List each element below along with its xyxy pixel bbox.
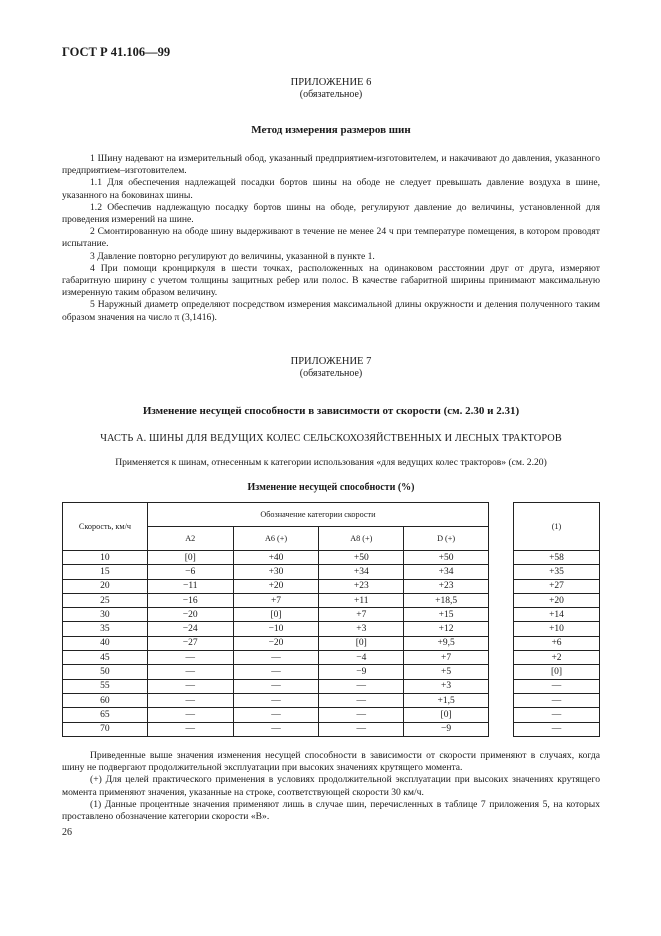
speed-cell: 35 (63, 622, 148, 636)
value-cell: −10 (233, 622, 319, 636)
value-cell: — (233, 651, 319, 665)
value-cell: −27 (147, 636, 233, 650)
speed-cell: 30 (63, 608, 148, 622)
paragraph: 3 Давление повторно регулируют до величины, указанной в пункте 1. (90, 250, 375, 262)
table-title: Изменение несущей способности (%) (247, 482, 415, 493)
value-cell: −11 (147, 579, 233, 593)
value-cell: +15 (404, 608, 489, 622)
value-cell: [0] (319, 636, 404, 650)
column-header: A6 (+) (233, 527, 319, 551)
appendix-7-note: (обязательное) (299, 368, 363, 379)
table-row (514, 579, 600, 593)
table-row (63, 693, 489, 707)
value-cell: +10 (514, 622, 600, 636)
value-cell: — (319, 679, 404, 693)
table-row (514, 608, 600, 622)
value-cell: +35 (514, 565, 600, 579)
table-row (514, 565, 600, 579)
table-row (514, 665, 600, 679)
value-cell: +20 (514, 593, 600, 607)
page-number: 26 (62, 827, 72, 838)
value-cell: +34 (404, 565, 489, 579)
value-cell: +11 (319, 593, 404, 607)
value-cell: +50 (319, 551, 404, 565)
value-cell: +14 (514, 608, 600, 622)
value-cell: — (147, 665, 233, 679)
value-cell: −24 (147, 622, 233, 636)
speed-cell: 45 (63, 651, 148, 665)
value-cell: [0] (514, 665, 600, 679)
value-cell: +9,5 (404, 636, 489, 650)
value-cell: +58 (514, 551, 600, 565)
table-row (514, 651, 600, 665)
value-cell: −4 (319, 651, 404, 665)
paragraph: 1.2 Обеспечив надлежащую посадку бортов шины на ободе, регулируют давление до величины, установленной для проведения измерений на шине. (62, 201, 600, 226)
value-cell: +40 (233, 551, 319, 565)
value-cell: −9 (319, 665, 404, 679)
value-cell: [0] (147, 551, 233, 565)
note: (+) Для целей практического применения в условиях продолжительной эксплуатации при высоких значениях крутящего момента применяют значения, указанные на строке, соответствующей скорости 30 км/ч. (62, 774, 600, 798)
table-row (63, 722, 489, 736)
value-cell: +5 (404, 665, 489, 679)
table-row (514, 708, 600, 722)
value-cell: — (319, 722, 404, 736)
table-row (514, 636, 600, 650)
table-row (63, 565, 489, 579)
value-cell: +7 (233, 593, 319, 607)
value-cell: +50 (404, 551, 489, 565)
value-cell: — (147, 679, 233, 693)
note: Приведенные выше значения изменения несущей способности в зависимости от скорости применяют в случаях, когда шину не подвергают продолжительной эксплуатации при высоких значениях крутящего момента. (62, 750, 600, 774)
value-cell: +3 (404, 679, 489, 693)
paragraph: 5 Наружный диаметр определяют посредством измерения максимальной длины окружности и деления полученного таким образом значения на число π (3,1416). (62, 299, 600, 323)
value-cell: +18,5 (404, 593, 489, 607)
table-row (514, 551, 600, 565)
value-cell: — (147, 693, 233, 707)
speed-cell: 15 (63, 565, 148, 579)
value-cell: — (319, 693, 404, 707)
value-cell: — (514, 693, 600, 707)
value-cell: — (514, 708, 600, 722)
value-cell: — (514, 722, 600, 736)
column-header: D (+) (404, 527, 489, 551)
value-cell: +7 (404, 651, 489, 665)
speed-header: Скорость, км/ч (63, 503, 148, 551)
speed-load-table (62, 502, 489, 737)
value-cell: — (233, 722, 319, 736)
value-cell: +3 (319, 622, 404, 636)
value-cell: +2 (514, 651, 600, 665)
table-notes (62, 750, 600, 823)
extra-column-header: (1) (514, 503, 600, 551)
appendix-6-heading: Метод измерения размеров шин (251, 124, 411, 136)
speed-cell: 10 (63, 551, 148, 565)
document-code: ГОСТ Р 41.106—99 (62, 45, 171, 59)
column-header: A8 (+) (319, 527, 404, 551)
speed-cell: 55 (63, 679, 148, 693)
value-cell: −16 (147, 593, 233, 607)
table-row (514, 722, 600, 736)
value-cell: +1,5 (404, 693, 489, 707)
value-cell: +6 (514, 636, 600, 650)
value-cell: [0] (404, 708, 489, 722)
value-cell: — (147, 722, 233, 736)
table-row (514, 593, 600, 607)
speed-cell: 25 (63, 593, 148, 607)
value-cell: — (233, 693, 319, 707)
applies-note: Применяется к шинам, отнесенным к категории использования «для ведущих колес тракторов» (см. 2.20) (115, 457, 547, 468)
table-row (63, 608, 489, 622)
table-row (63, 593, 489, 607)
category-header: Обозначение категории скорости (147, 503, 488, 527)
value-cell: +34 (319, 565, 404, 579)
value-cell: — (147, 708, 233, 722)
paragraph: 1.1 Для обеспечения надлежащей посадки бортов шины на ободе не следует превышать давление воздуха в шине, указанного на боковинах шины. (62, 177, 600, 201)
table-row (514, 679, 600, 693)
speed-cell: 70 (63, 722, 148, 736)
value-cell: +23 (404, 579, 489, 593)
table-row (63, 665, 489, 679)
value-cell: — (147, 651, 233, 665)
value-cell: — (233, 665, 319, 679)
appendix-6-note: (обязательное) (299, 89, 363, 100)
value-cell: — (319, 708, 404, 722)
paragraph: 4 При помощи кронциркуля в шести точках, расположенных на одинаковом расстоянии друг от друга, измеряют габаритную ширину с учетом толщины защитных ребер или полос. В качестве габаритной ширины принимают максимальную измеренную таким образом величину. (62, 262, 600, 299)
value-cell: +27 (514, 579, 600, 593)
value-cell: −6 (147, 565, 233, 579)
appendix-6-title: ПРИЛОЖЕНИЕ 6 (290, 77, 372, 88)
speed-cell: 40 (63, 636, 148, 650)
table-row (63, 651, 489, 665)
value-cell: [0] (233, 608, 319, 622)
appendix-7-title: ПРИЛОЖЕНИЕ 7 (290, 356, 372, 367)
note: (1) Данные процентные значения применяют лишь в случае шин, перечисленных в таблице 7 приложения 5, на которых проставлено обозначение категории скорости «В». (62, 798, 600, 823)
value-cell: +7 (319, 608, 404, 622)
table-row (63, 708, 489, 722)
speed-cell: 65 (63, 708, 148, 722)
value-cell: +12 (404, 622, 489, 636)
table-row (63, 679, 489, 693)
speed-cell: 20 (63, 579, 148, 593)
appendix-6-body (62, 153, 600, 324)
value-cell: — (233, 679, 319, 693)
column-header: A2 (147, 527, 233, 551)
paragraph: 2 Смонтированную на ободе шину выдерживают в течение не менее 24 ч при температуре помещения, в котором проводят испытание. (62, 226, 600, 250)
table-row (63, 636, 489, 650)
appendix-7-heading: Изменение несущей способности в зависимости от скорости (см. 2.30 и 2.31) (142, 405, 520, 417)
value-cell: −9 (404, 722, 489, 736)
value-cell: +23 (319, 579, 404, 593)
value-cell: — (233, 708, 319, 722)
table-row (63, 551, 489, 565)
table-row (63, 579, 489, 593)
value-cell: — (514, 679, 600, 693)
table-row (514, 622, 600, 636)
value-cell: +20 (233, 579, 319, 593)
table-row (63, 622, 489, 636)
part-a-title: ЧАСТЬ А. ШИНЫ ДЛЯ ВЕДУЩИХ КОЛЕС СЕЛЬСКОХОЗЯЙСТВЕННЫХ И ЛЕСНЫХ ТРАКТОРОВ (100, 433, 562, 444)
paragraph: 1 Шину надевают на измерительный обод, указанный предприятием-изготовителем, и накачивают до давления, указанного предприятием–изготовителем. (62, 153, 600, 177)
speed-cell: 60 (63, 693, 148, 707)
value-cell: +30 (233, 565, 319, 579)
value-cell: −20 (147, 608, 233, 622)
footnote-column-table (513, 502, 600, 737)
table-row (514, 693, 600, 707)
value-cell: −20 (233, 636, 319, 650)
speed-cell: 50 (63, 665, 148, 679)
